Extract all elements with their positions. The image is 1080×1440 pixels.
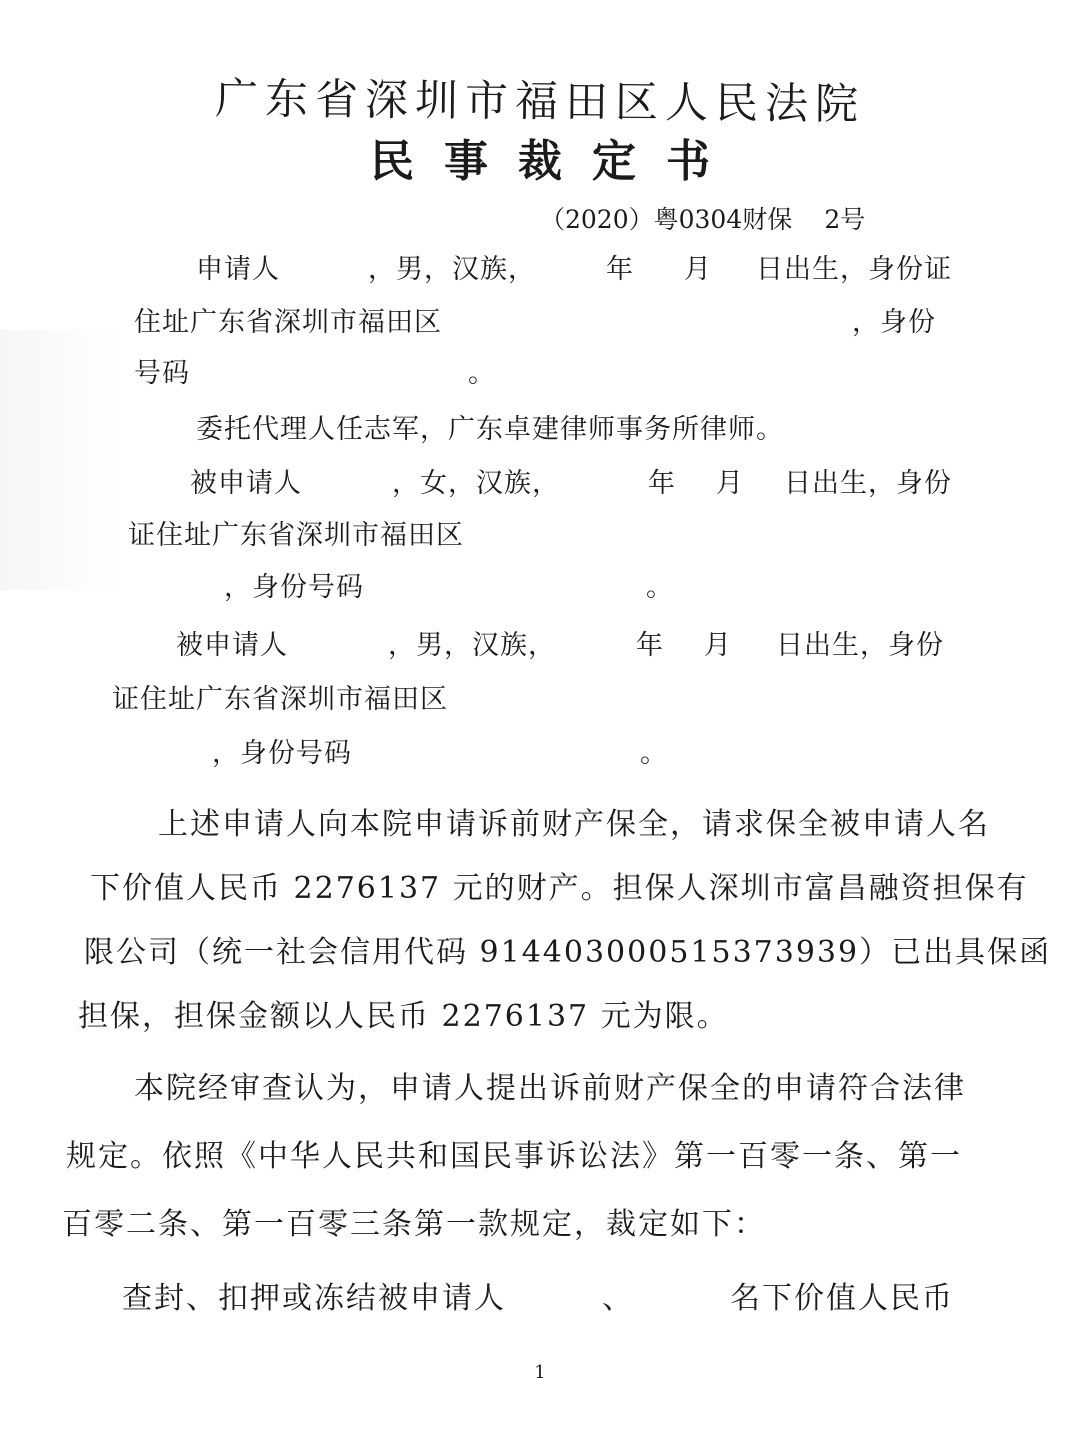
case-number-prefix: （2020）粤0304财保 <box>540 205 793 234</box>
respondent-2-line-3 <box>112 734 668 774</box>
applicant-gender: ，男，汉族， <box>368 254 536 285</box>
respondent-1-line-2 <box>128 516 914 556</box>
document-type: 民事裁定书 <box>370 136 740 187</box>
page-number: 1 <box>534 1362 546 1383</box>
body-p3-line-1 <box>122 1276 954 1322</box>
body-p1-line-3: 限公司（统一社会信用代码 914403000515373939）已出具保函 <box>84 935 1052 970</box>
respondent-2-year-label: 年 <box>636 630 664 661</box>
agent-line: 委托代理人任志军，广东卓建律师事务所律师。 <box>196 414 784 445</box>
respondent-1-line-3 <box>128 568 674 608</box>
respondent-2-line-1 <box>176 626 944 666</box>
respondent-2-line-2 <box>112 680 918 720</box>
applicant-label: 申请人 <box>196 254 280 285</box>
applicant-address-prefix: 住址广东省深圳市福田区 <box>134 307 442 338</box>
respondent-2-address-prefix: 证住址广东省深圳市福田区 <box>112 684 448 715</box>
body-p1-line-1: 上述申请人向本院申请诉前财产保全，请求保全被申请人名 <box>158 807 990 842</box>
applicant-line-1 <box>196 250 952 290</box>
ruling-separator: 、 <box>602 1281 634 1316</box>
body-p1-line-4: 担保，担保金额以人民币 2276137 元为限。 <box>78 999 729 1034</box>
respondent-1-id-label: ，身份号码 <box>224 572 364 603</box>
respondent-2-label: 被申请人 <box>176 630 288 661</box>
applicant-period: 。 <box>468 358 496 389</box>
applicant-year-label: 年 <box>606 254 634 285</box>
respondent-2-period: 。 <box>640 738 668 769</box>
applicant-line-2 <box>134 303 936 343</box>
applicant-address-end: ，身份 <box>852 307 936 338</box>
body-p2-line-3: 百零二条、第一百零三条第一款规定，裁定如下： <box>62 1207 766 1242</box>
applicant-id-label: 号码 <box>134 358 190 389</box>
respondent-1-month-label: 月 <box>716 468 744 499</box>
respondent-2-gender: ，男，汉族， <box>388 630 556 661</box>
case-number-value: 2 <box>824 205 841 234</box>
respondent-2-birth: 日出生，身份 <box>776 630 944 661</box>
respondent-1-line-1 <box>190 464 952 504</box>
ruling-text-end: 名下价值人民币 <box>730 1281 954 1316</box>
respondent-1-gender: ，女，汉族， <box>392 468 560 499</box>
case-number <box>540 202 865 238</box>
applicant-month-label: 月 <box>684 254 712 285</box>
court-name: 广东省深圳市福田区人民法院 <box>214 74 866 130</box>
body-p2-line-1: 本院经审查认为，申请人提出诉前财产保全的申请符合法律 <box>134 1071 966 1106</box>
respondent-1-year-label: 年 <box>648 468 676 499</box>
body-p2-line-2: 规定。依照《中华人民共和国民事诉讼法》第一百零一条、第一 <box>66 1139 962 1174</box>
respondent-2-id-label: ，身份号码 <box>212 738 352 769</box>
case-number-suffix: 号 <box>840 205 866 234</box>
ruling-text-start: 查封、扣押或冻结被申请人 <box>122 1281 506 1316</box>
body-p1-line-2: 下价值人民币 2276137 元的财产。担保人深圳市富昌融资担保有 <box>90 871 1029 906</box>
scan-shadow <box>0 330 120 590</box>
respondent-1-label: 被申请人 <box>190 468 302 499</box>
respondent-1-birth: 日出生，身份 <box>784 468 952 499</box>
respondent-1-period: 。 <box>646 572 674 603</box>
applicant-line-3 <box>134 354 496 394</box>
respondent-2-month-label: 月 <box>704 630 732 661</box>
respondent-1-address-prefix: 证住址广东省深圳市福田区 <box>128 520 464 551</box>
applicant-birth: 日出生，身份证 <box>756 254 952 285</box>
